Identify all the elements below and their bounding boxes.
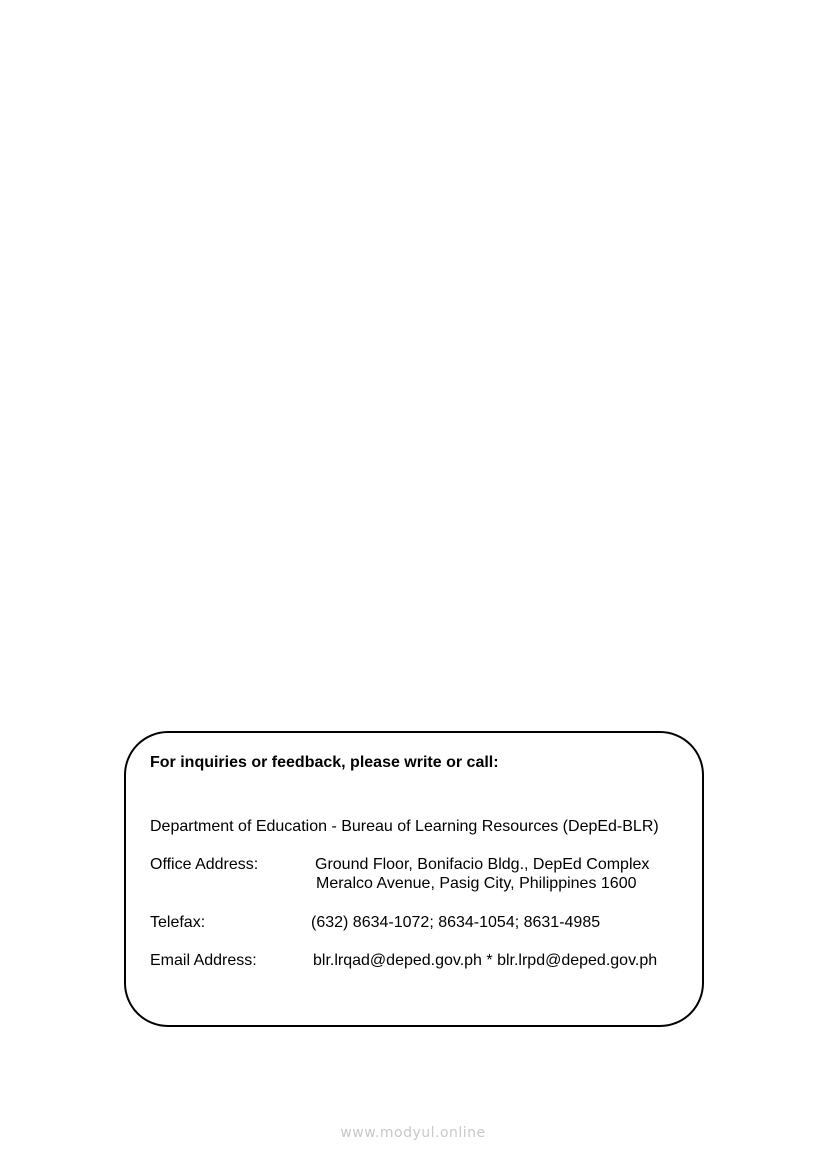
department-name: Department of Education - Bureau of Learning Resources (DepEd-BLR) <box>150 818 659 835</box>
office-address-line2: Meralco Avenue, Pasig City, Philippines 1600 <box>316 875 637 892</box>
email-label: Email Address: <box>150 952 257 969</box>
contact-heading: For inquiries or feedback, please write or call: <box>150 754 499 771</box>
telefax-label: Telefax: <box>150 914 206 931</box>
office-address-line1: Ground Floor, Bonifacio Bldg., DepEd Complex <box>315 856 650 873</box>
office-address-label: Office Address: <box>150 856 259 873</box>
telefax-value: (632) 8634-1072; 8634-1054; 8631-4985 <box>311 914 601 931</box>
watermark-text: www.modyul.online <box>340 1125 486 1141</box>
email-value[interactable]: blr.lrqad@deped.gov.ph * blr.lrpd@deped.gov.ph <box>313 952 658 969</box>
